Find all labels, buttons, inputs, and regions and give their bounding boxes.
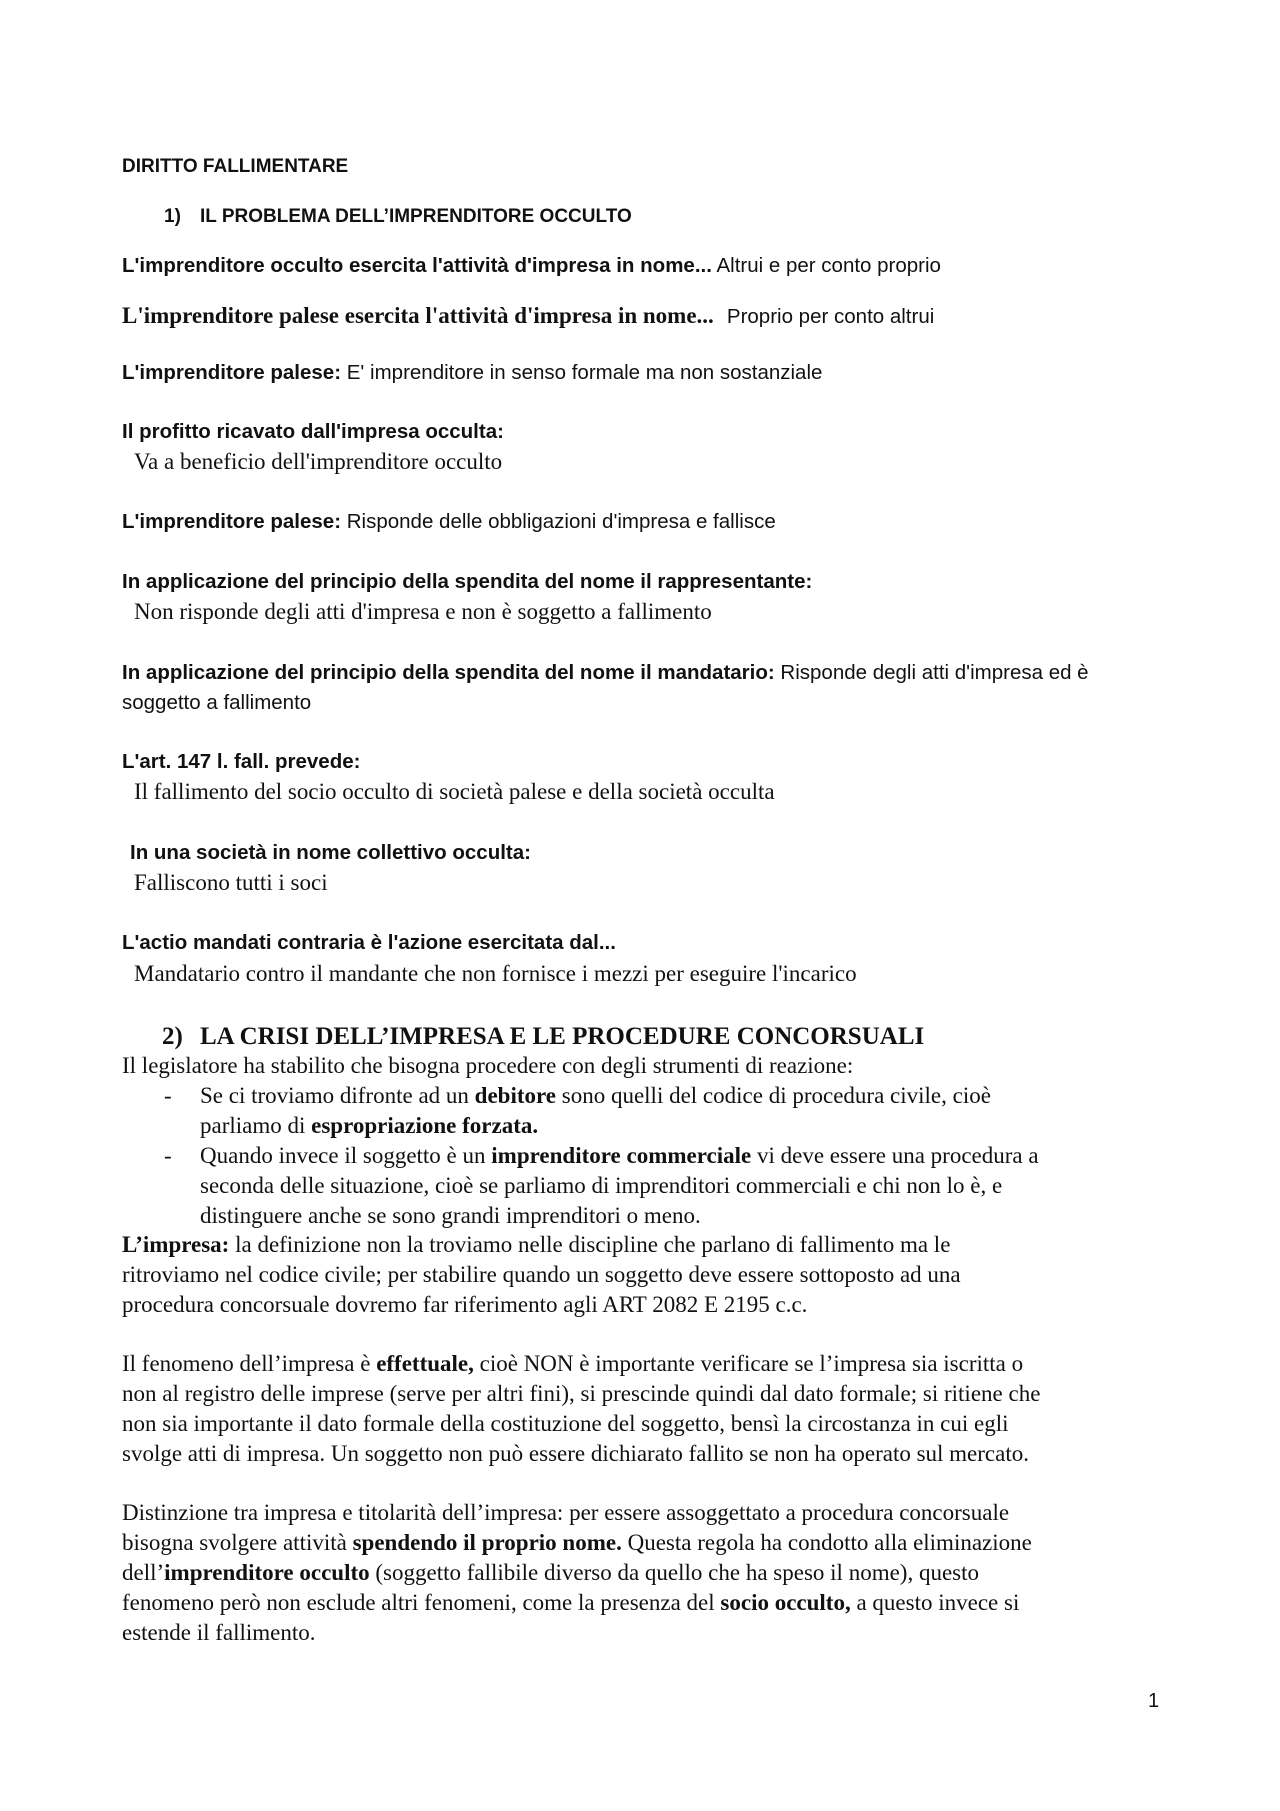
list-item-line: parliamo di espropriazione forzata. bbox=[200, 1113, 539, 1138]
qa-item bbox=[122, 510, 1162, 535]
qa-answer: Il fallimento del socio occulto di società palese e della società occulta bbox=[134, 779, 775, 804]
qa-answer: Mandatario contro il mandante che non fornisce i mezzi per eseguire l'incarico bbox=[134, 961, 857, 986]
qa-question: L'art. 147 l. fall. prevede: bbox=[122, 750, 361, 773]
list-item-line: distinguere anche se sono grandi imprenditori o meno. bbox=[200, 1203, 701, 1228]
qa-answer: Non risponde degli atti d'impresa e non è soggetto a fallimento bbox=[134, 599, 712, 624]
qa-answer: Risponde delle obbligazioni d'impresa e fallisce bbox=[346, 510, 776, 533]
paragraph-line: dell’imprenditore occulto (soggetto fallibile diverso da quello che ha speso il nome), questo bbox=[122, 1560, 979, 1585]
paragraph-line: Il fenomeno dell’impresa è effettuale, cioè NON è importante verificare se l’impresa sia iscritta o bbox=[122, 1351, 1024, 1376]
qa-question-block bbox=[122, 420, 1162, 445]
list-item bbox=[122, 1081, 1162, 1141]
document-title bbox=[122, 156, 1162, 179]
qa-answer: E' imprenditore in senso formale ma non sostanziale bbox=[346, 361, 823, 384]
paragraph-line: non al registro delle imprese (serve per altri fini), si prescinde quindi dal dato formale; si ritiene che bbox=[122, 1381, 1041, 1406]
dash-bullet: - bbox=[164, 1083, 172, 1108]
qa-question: L'actio mandati contraria è l'azione esercitata dal... bbox=[122, 931, 616, 954]
qa-question: L'imprenditore palese esercita l'attività d'impresa in nome... bbox=[122, 303, 714, 328]
section-2-number: 2) bbox=[162, 1023, 183, 1050]
paragraph-line: L’impresa: la definizione non la troviamo nelle discipline che parlano di fallimento ma le bbox=[122, 1232, 951, 1257]
paragraph-line: Distinzione tra impresa e titolarità dell’impresa: per essere assoggettato a procedura concorsuale bbox=[122, 1500, 1010, 1525]
paragraph-line: estende il fallimento. bbox=[122, 1620, 316, 1645]
qa-answer: Proprio per conto altrui bbox=[726, 305, 935, 328]
qa-item bbox=[122, 254, 1162, 279]
page-number: 1 bbox=[1148, 1690, 1160, 1712]
qa-question-block bbox=[130, 841, 1170, 866]
fenomeno-paragraph bbox=[122, 1349, 1172, 1469]
paragraph-line: fenomeno però non esclude altri fenomeni, come la presenza del socio occulto, a questo invece si bbox=[122, 1590, 1020, 1615]
qa-answer-continued: soggetto a fallimento bbox=[122, 691, 312, 714]
qa-question-block bbox=[122, 750, 1162, 775]
paragraph-line: non sia importante il dato formale della costituzione del soggetto, bensì la circostanza in cui egli bbox=[122, 1411, 1009, 1436]
qa-question: L'imprenditore occulto esercita l'attività d'impresa in nome... bbox=[122, 254, 712, 277]
list-item bbox=[122, 1141, 1162, 1231]
document-title-text: DIRITTO FALLIMENTARE bbox=[122, 156, 349, 177]
qa-question-block bbox=[122, 570, 1162, 595]
distinzione-paragraph bbox=[122, 1498, 1172, 1648]
section-1-number: 1) bbox=[164, 206, 181, 227]
qa-item bbox=[122, 661, 1162, 686]
list-item-line: Quando invece il soggetto è un imprenditore commerciale vi deve essere una procedura a bbox=[200, 1143, 1039, 1168]
paragraph-line: bisogna svolgere attività spendendo il proprio nome. Questa regola ha condotto alla eliminazione bbox=[122, 1530, 1032, 1555]
paragraph-line: svolge atti di impresa. Un soggetto non può essere dichiarato fallito se non ha operato sul mercato. bbox=[122, 1441, 1029, 1466]
qa-question: Il profitto ricavato dall'impresa occulta: bbox=[122, 420, 504, 443]
qa-item bbox=[122, 361, 1162, 386]
qa-question: In una società in nome collettivo occulta: bbox=[130, 841, 531, 864]
qa-question: In applicazione del principio della spendita del nome il rappresentante: bbox=[122, 570, 813, 593]
section-2-title: LA CRISI DELL’IMPRESA E LE PROCEDURE CONCORSUALI bbox=[200, 1023, 925, 1050]
list-item-line: seconda delle situazione, cioè se parliamo di imprenditori commerciali e chi non lo è, e bbox=[200, 1173, 1003, 1198]
section-2-intro: Il legislatore ha stabilito che bisogna procedere con degli strumenti di reazione: bbox=[122, 1053, 854, 1078]
qa-question: In applicazione del principio della spendita del nome il mandatario: bbox=[122, 661, 775, 684]
paragraph-line: ritroviamo nel codice civile; per stabilire quando un soggetto deve essere sottoposto ad una bbox=[122, 1262, 961, 1287]
qa-answer: Falliscono tutti i soci bbox=[134, 870, 328, 895]
dash-bullet: - bbox=[164, 1143, 172, 1168]
qa-answer: Va a beneficio dell'imprenditore occulto bbox=[134, 449, 503, 474]
paragraph-line: procedura concorsuale dovremo far riferimento agli ART 2082 E 2195 c.c. bbox=[122, 1292, 808, 1317]
qa-item bbox=[122, 302, 1162, 330]
qa-answer: Altrui e per conto proprio bbox=[716, 254, 941, 277]
qa-question: L'imprenditore palese: bbox=[122, 361, 342, 384]
qa-answer: Risponde degli atti d'impresa ed è bbox=[780, 661, 1089, 684]
qa-question-block bbox=[122, 931, 1162, 956]
impresa-paragraph bbox=[122, 1230, 1172, 1320]
qa-question: L'imprenditore palese: bbox=[122, 510, 342, 533]
section-1-title: IL PROBLEMA DELL’IMPRENDITORE OCCULTO bbox=[200, 206, 632, 227]
list-item-line: Se ci troviamo difronte ad un debitore sono quelli del codice di procedura civile, cioè bbox=[200, 1083, 991, 1108]
